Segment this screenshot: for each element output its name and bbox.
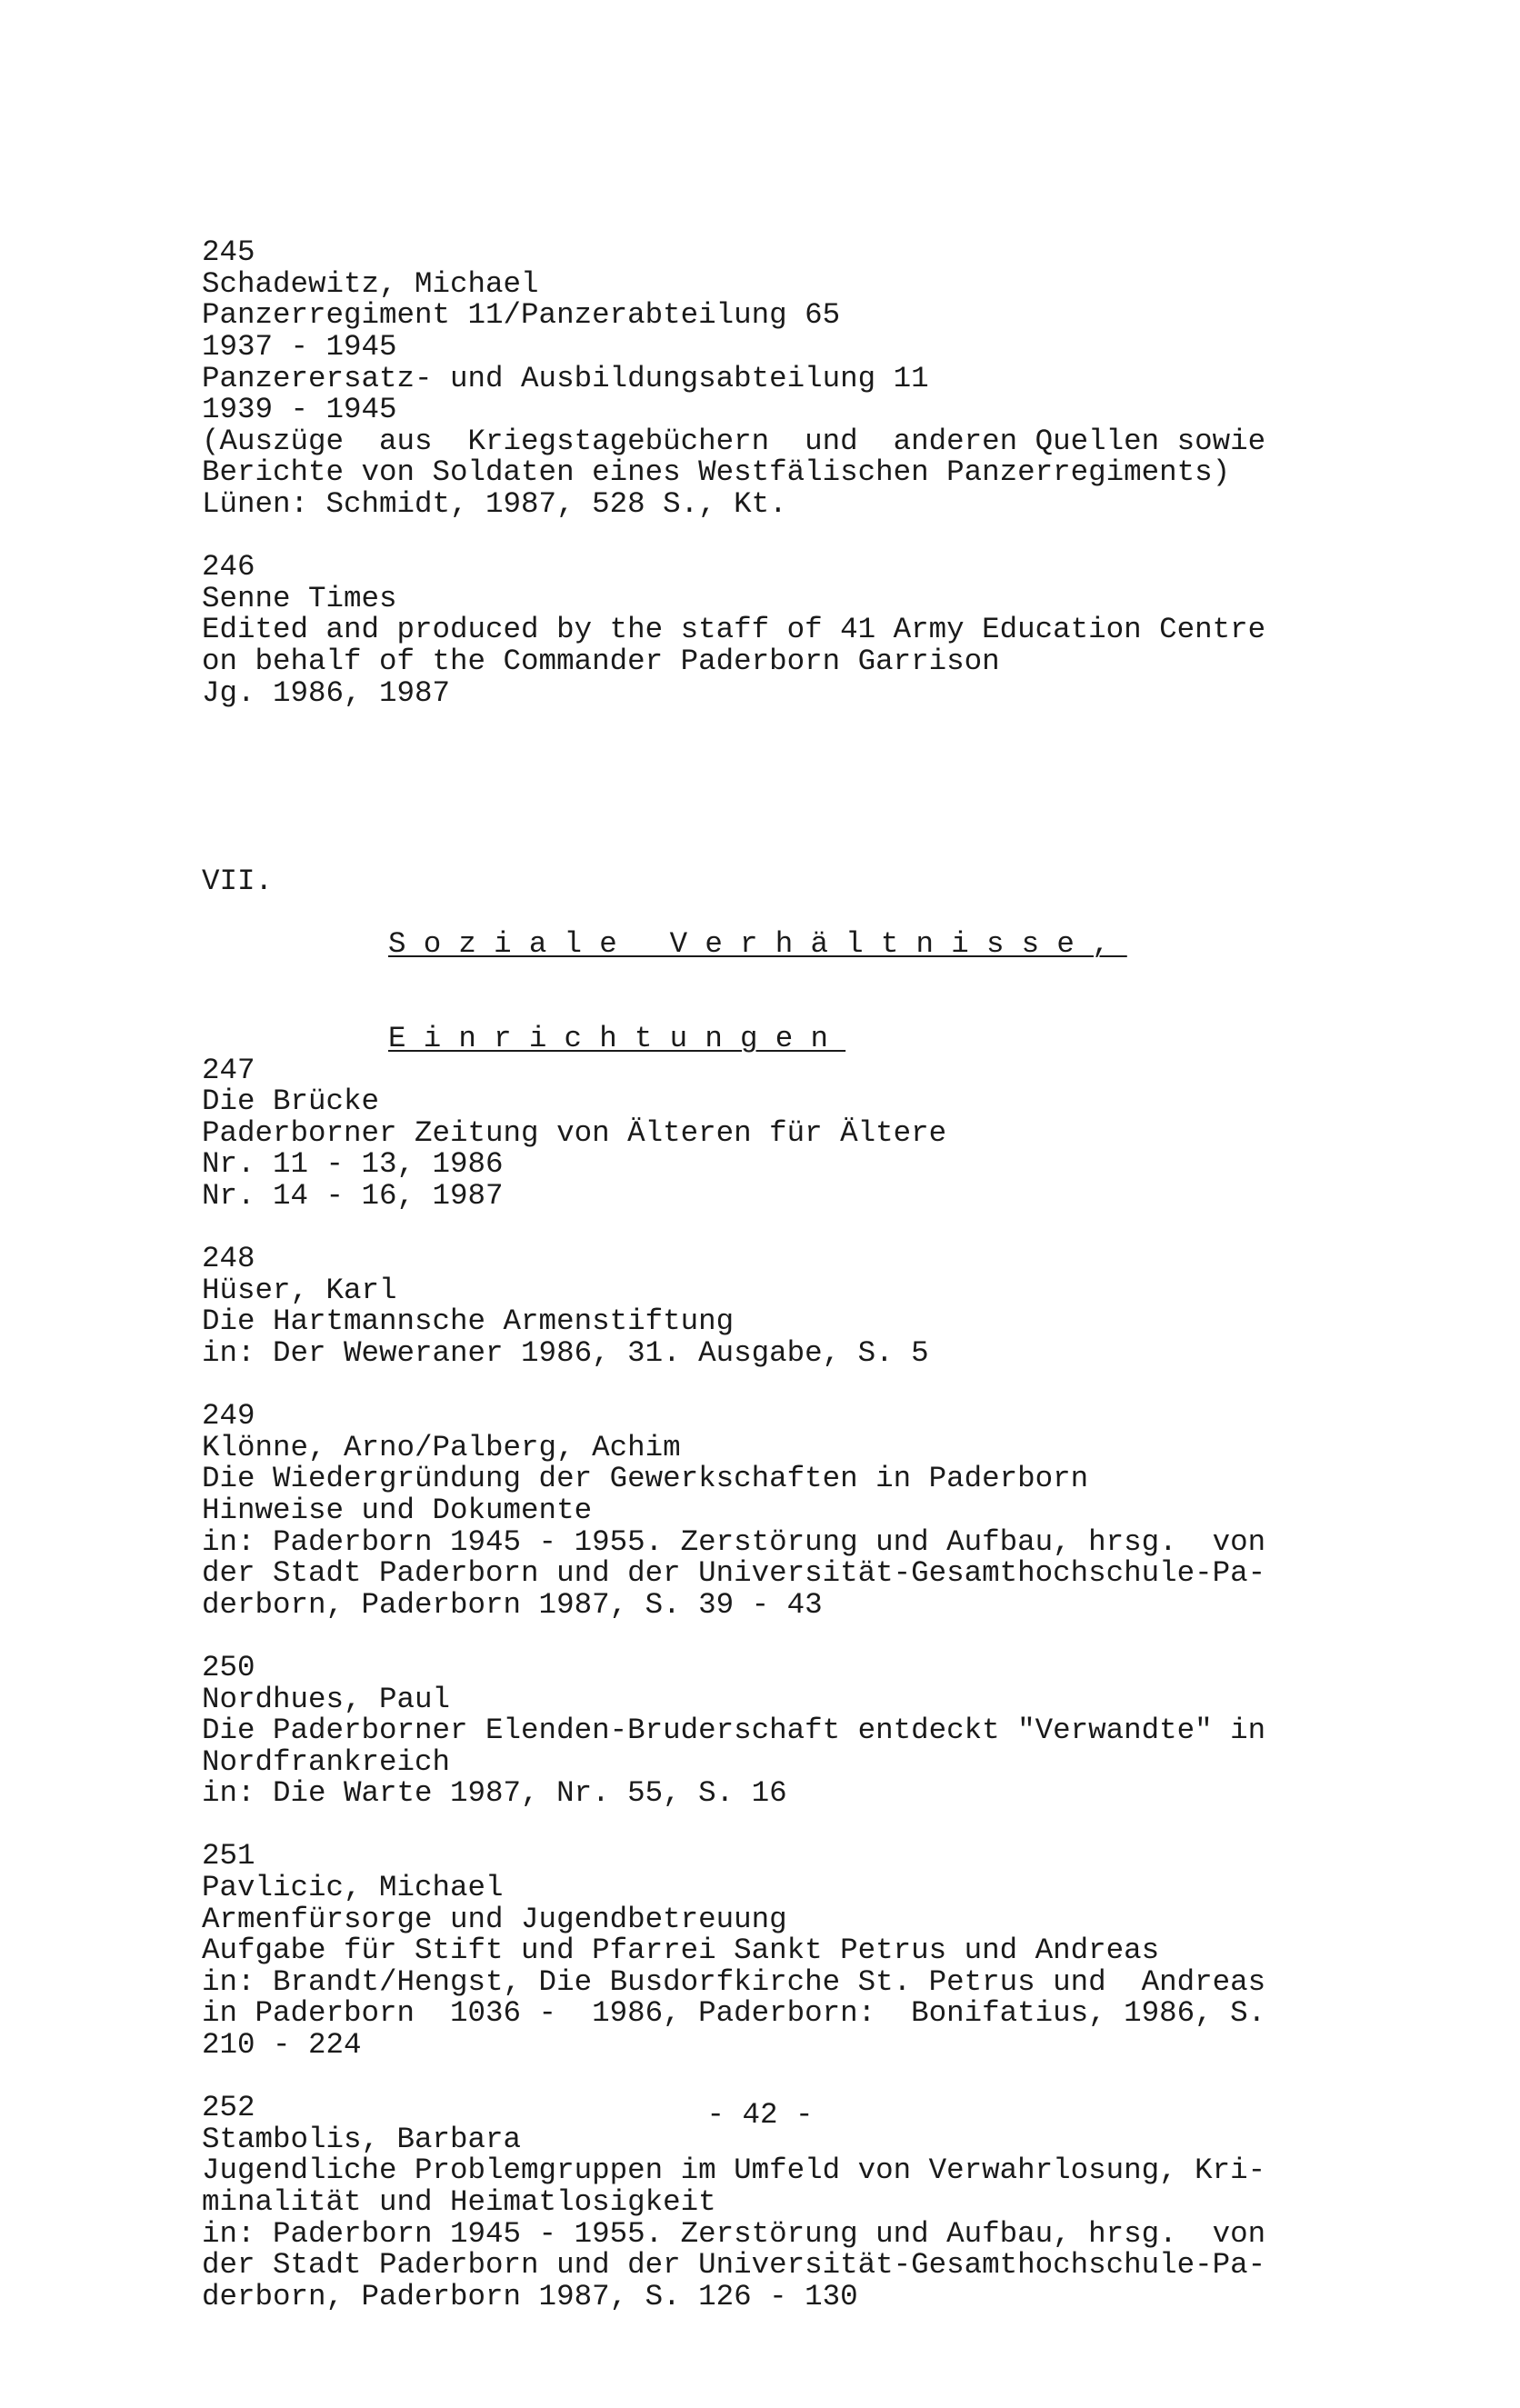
entry-line: 210 - 224	[202, 2028, 362, 2063]
entry-number: 250	[202, 1650, 255, 1684]
entry-number: 249	[202, 1399, 255, 1434]
section-title	[388, 866, 1127, 1118]
bibliography-entry	[202, 237, 1356, 520]
bibliography-entry	[202, 552, 1356, 709]
entry-line: Nr. 11 - 13, 1986	[202, 1147, 504, 1182]
section-number: VII.	[202, 864, 274, 899]
entry-number: 246	[202, 550, 255, 585]
entry-line: 1937 - 1945	[202, 329, 397, 364]
entry-line: Nordfrankreich	[202, 1744, 451, 1779]
entry-line: Aufgabe für Stift und Pfarrei Sankt Petrus und Andreas	[202, 1933, 1160, 1968]
entry-line: Die Paderborner Elenden-Bruderschaft entdeckt "Verwandte" in	[202, 1714, 1266, 1748]
entry-line: Paderborner Zeitung von Älteren für Ältere	[202, 1115, 947, 1150]
entry-line: in Paderborn 1036 - 1986, Paderborn: Bonifatius, 1986, S.	[202, 1996, 1266, 2031]
bibliography-entry	[202, 1244, 1356, 1369]
entry-number: 251	[202, 1839, 255, 1873]
bibliography-entry	[202, 1650, 1356, 1811]
section-title-line-2: Einrichtungen	[388, 1022, 846, 1056]
entry-line: Berichte von Soldaten eines Westfälischen Panzerregiments)	[202, 455, 1231, 490]
entry-line: Pavlicic, Michael	[202, 1871, 504, 1905]
entry-number: 248	[202, 1242, 255, 1276]
page-number: - 42 -	[706, 2098, 814, 2132]
entry-line: Hüser, Karl	[202, 1273, 397, 1307]
section-title-line-1: Soziale Verhältnisse,	[388, 927, 1127, 962]
entry-line: Jugendliche Problemgruppen im Umfeld von Verwahrlosung, Kri-	[202, 2153, 1266, 2188]
entry-line: derborn, Paderborn 1987, S. 39 - 43	[202, 1587, 823, 1622]
bibliography-entry	[202, 1401, 1356, 1621]
entry-line: Lünen: Schmidt, 1987, 528 S., Kt.	[202, 486, 787, 521]
entry-line: Stambolis, Barbara	[202, 2122, 522, 2156]
entry-line: minalität und Heimatlosigkeit	[202, 2185, 716, 2219]
entry-line: Panzerregiment 11/Panzerabteilung 65	[202, 298, 841, 333]
entry-line: Die Hartmannsche Armenstiftung	[202, 1304, 735, 1339]
entry-line: der Stadt Paderborn und der Universität-Gesamthochschule-Pa-	[202, 1556, 1266, 1591]
entry-line: Hinweise und Dokumente	[202, 1493, 593, 1527]
entry-line: Senne Times	[202, 581, 397, 615]
entry-line: Armenfürsorge und Jugendbetreuung	[202, 1902, 787, 1936]
entry-line: Edited and produced by the staff of 41 Army Education Centre	[202, 613, 1266, 647]
entry-line: in: Die Warte 1987, Nr. 55, S. 16	[202, 1776, 787, 1811]
entry-line: in: Der Weweraner 1986, 31. Ausgabe, S. 5	[202, 1335, 929, 1370]
entry-line: Nr. 14 - 16, 1987	[202, 1179, 504, 1213]
entry-line: Panzerersatz- und Ausbildungsabteilung 11	[202, 361, 929, 395]
section-heading	[202, 864, 1356, 1056]
entry-line: Die Brücke	[202, 1084, 380, 1119]
bibliography-entry	[202, 1841, 1356, 2061]
entry-line: der Stadt Paderborn und der Universität-Gesamthochschule-Pa-	[202, 2248, 1266, 2283]
entry-line: Klönne, Arno/Palberg, Achim	[202, 1430, 681, 1464]
entry-line: Die Wiedergründung der Gewerkschaften in Paderborn	[202, 1462, 1089, 1496]
entry-number: 252	[202, 2091, 255, 2125]
entries-before-section	[202, 237, 1356, 709]
entry-line: 1939 - 1945	[202, 393, 397, 427]
entry-line: derborn, Paderborn 1987, S. 126 - 130	[202, 2279, 858, 2313]
entry-line: on behalf of the Commander Paderborn Garrison	[202, 644, 1000, 678]
entry-line: Jg. 1986, 1987	[202, 675, 451, 710]
entry-line: (Auszüge aus Kriegstagebüchern und anderen Quellen sowie	[202, 424, 1266, 458]
entry-line: in: Brandt/Hengst, Die Busdorfkirche St. Petrus und Andreas	[202, 1964, 1266, 1999]
entry-number: 247	[202, 1053, 255, 1087]
entry-line: in: Paderborn 1945 - 1955. Zerstörung und Aufbau, hrsg. von	[202, 1524, 1266, 1559]
entry-line: Schadewitz, Michael	[202, 266, 539, 301]
page-content	[202, 175, 1356, 2407]
entry-line: in: Paderborn 1945 - 1955. Zerstörung und Aufbau, hrsg. von	[202, 2216, 1266, 2251]
entry-number: 245	[202, 235, 255, 270]
entry-line: Nordhues, Paul	[202, 1682, 451, 1716]
